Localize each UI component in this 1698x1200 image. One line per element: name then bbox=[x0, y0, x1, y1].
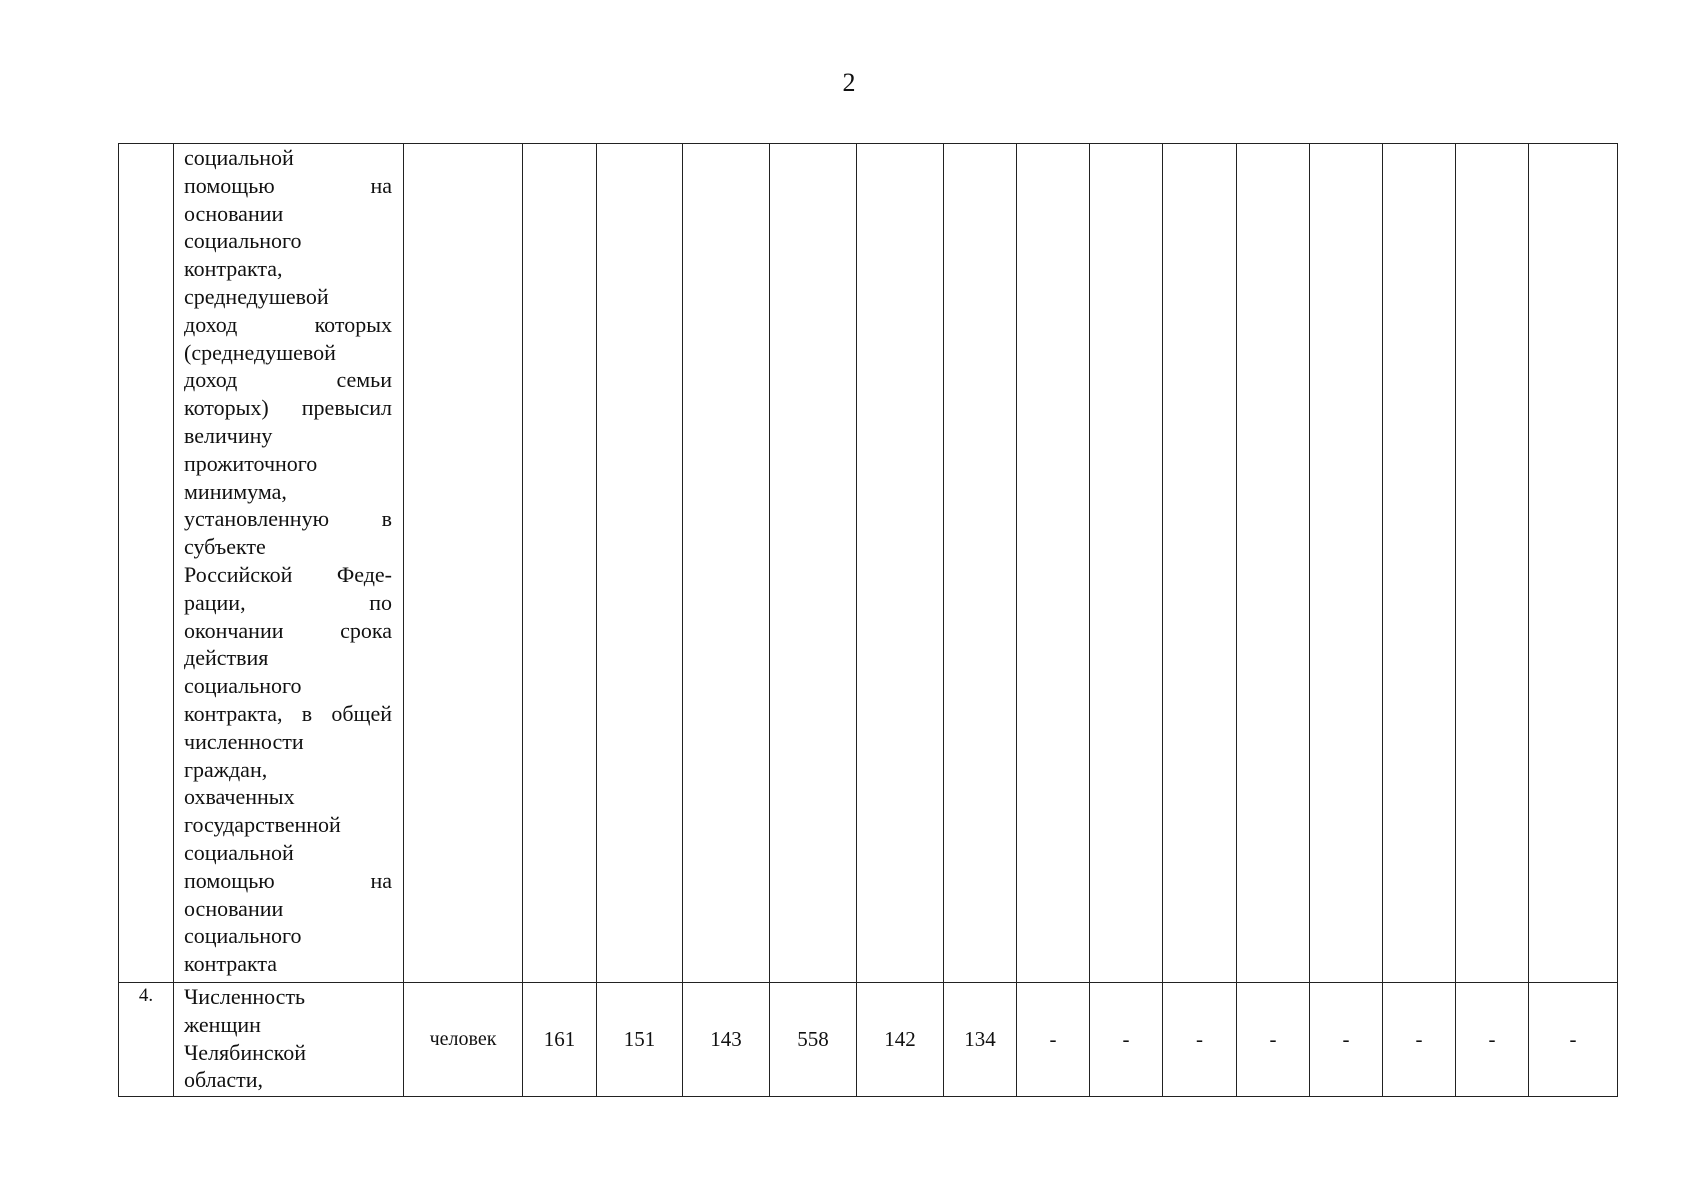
description-line: Российской Феде- bbox=[184, 561, 392, 587]
description-line: государственной bbox=[184, 812, 341, 838]
description-line: субъекте bbox=[184, 534, 266, 560]
value-cell bbox=[1163, 144, 1237, 983]
value-cell bbox=[683, 144, 770, 983]
description-line: области, bbox=[184, 1067, 264, 1093]
value-cell bbox=[1383, 144, 1456, 983]
description-line: доход семьи bbox=[184, 367, 392, 393]
description-line: основании bbox=[184, 200, 284, 226]
value-cell bbox=[770, 144, 857, 983]
description-line: социального bbox=[184, 673, 302, 699]
description-line: прожиточного bbox=[184, 450, 318, 476]
page-number: 2 bbox=[842, 68, 856, 97]
description-line: женщин bbox=[184, 1011, 261, 1037]
value-cell: 558 bbox=[770, 983, 857, 1097]
description-line: граждан, bbox=[184, 756, 268, 782]
value-cell: 134 bbox=[944, 983, 1017, 1097]
description-line: которых) превысил bbox=[184, 395, 392, 421]
value-cell: - bbox=[1529, 983, 1618, 1097]
description-line: действия bbox=[184, 645, 269, 671]
indicator-description-cell bbox=[174, 144, 404, 983]
value-cell: - bbox=[1163, 983, 1237, 1097]
value-cell: 151 bbox=[597, 983, 683, 1097]
description-line: контракта, в общей bbox=[184, 700, 392, 726]
unit-cell: человек bbox=[404, 983, 523, 1097]
value-cell: - bbox=[1383, 983, 1456, 1097]
description-line: социального bbox=[184, 228, 302, 254]
value-cell bbox=[1237, 144, 1310, 983]
indicator-description bbox=[184, 983, 392, 1094]
indicator-description bbox=[184, 144, 392, 978]
description-line: численности bbox=[184, 728, 304, 754]
value-cell: - bbox=[1017, 983, 1090, 1097]
value-cell bbox=[523, 144, 597, 983]
description-line: помощью на bbox=[184, 172, 392, 198]
description-line: социальной bbox=[184, 145, 294, 170]
row-number-cell bbox=[119, 144, 174, 983]
value-cell bbox=[857, 144, 944, 983]
description-line: основании bbox=[184, 895, 284, 921]
value-cell: - bbox=[1237, 983, 1310, 1097]
description-line: окончании срока bbox=[184, 617, 392, 643]
table-row-continued bbox=[119, 144, 1618, 983]
value-cell bbox=[1310, 144, 1383, 983]
description-line: доход которых bbox=[184, 311, 392, 337]
indicator-table bbox=[118, 143, 1618, 1097]
description-line: социальной bbox=[184, 839, 294, 865]
value-cell bbox=[944, 144, 1017, 983]
value-cell bbox=[597, 144, 683, 983]
value-cell bbox=[1456, 144, 1529, 983]
value-cell: 143 bbox=[683, 983, 770, 1097]
description-line: (среднедушевой bbox=[184, 339, 336, 365]
description-line: величину bbox=[184, 422, 273, 448]
value-cell bbox=[1017, 144, 1090, 983]
description-line: установленную в bbox=[184, 506, 392, 532]
value-cell: - bbox=[1310, 983, 1383, 1097]
description-line: помощью на bbox=[184, 867, 392, 893]
value-cell: 142 bbox=[857, 983, 944, 1097]
description-line: Численность bbox=[184, 984, 306, 1009]
description-line: контракта, bbox=[184, 256, 283, 282]
description-line: контракта bbox=[184, 951, 278, 977]
description-line: социального bbox=[184, 923, 302, 949]
value-cell bbox=[1529, 144, 1618, 983]
value-cell: - bbox=[1456, 983, 1529, 1097]
indicator-description-cell bbox=[174, 983, 404, 1097]
value-cell: 161 bbox=[523, 983, 597, 1097]
unit-cell bbox=[404, 144, 523, 983]
description-line: минимума, bbox=[184, 478, 287, 504]
table-row-4 bbox=[119, 983, 1618, 1097]
description-line: среднедушевой bbox=[184, 283, 329, 309]
description-line: охваченных bbox=[184, 784, 295, 810]
value-cell bbox=[1090, 144, 1163, 983]
description-line: рации, по bbox=[184, 589, 392, 615]
row-number: 4. bbox=[119, 983, 174, 1097]
description-line: Челябинской bbox=[184, 1039, 307, 1065]
value-cell: - bbox=[1090, 983, 1163, 1097]
